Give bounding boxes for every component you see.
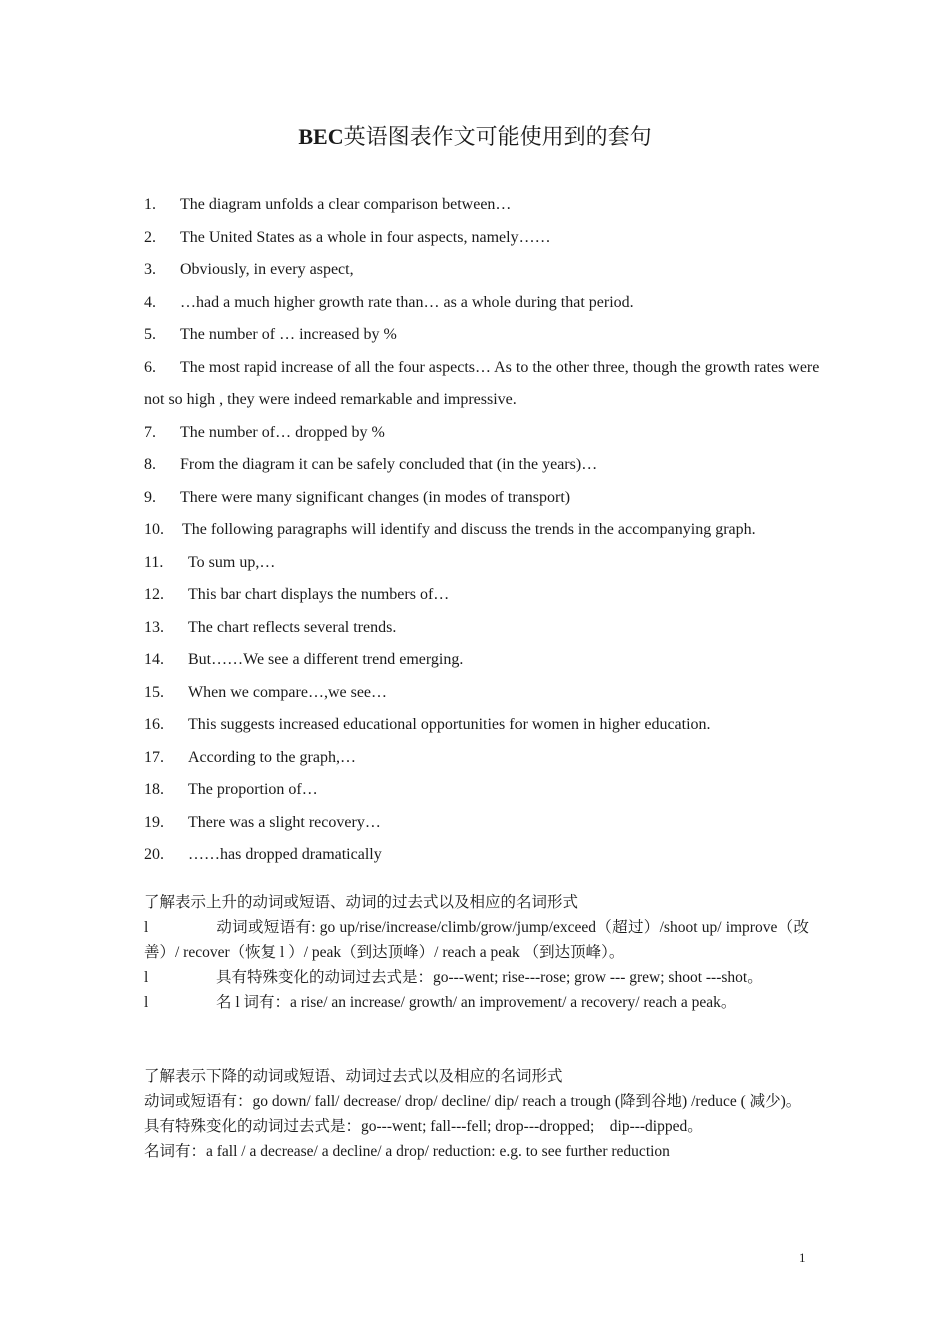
list-item: 4. …had a much higher growth rate than… as a whole during that period. (144, 293, 634, 311)
list-item: 17. According to the graph,… (144, 748, 356, 766)
list-item: 13. The chart reflects several trends. (144, 618, 397, 636)
list-item: 14. But……We see a different trend emerging. (144, 651, 464, 668)
list-item: 12. This bar chart displays the numbers of… (144, 586, 450, 603)
list-item: 11. To sum up,… (144, 553, 276, 571)
fall-nouns: 名词有：a fall / a decrease/ a decline/ a drop/ reduction: e.g. to see further reduction (144, 1143, 670, 1160)
fall-heading: 了解表示下降的动词或短语、动词过去式以及相应的名词形式 (144, 1068, 563, 1085)
list-item: 9. There were many significant changes (in modes of transport) (144, 488, 571, 506)
list-item: 15. When we compare…,we see… (144, 683, 388, 701)
title-rest: 英语图表作文可能使用到的套句 (343, 124, 652, 149)
rise-verbs: l 动词或短语有: go up/rise/increase/climb/grow/jump/exceed（超过）/shoot up/ improve（改善）/ recover（恢复 l ）/ peak（到达顶峰）/ reach a peak （到达顶峰）。 (144, 919, 809, 961)
list-item: 16. This suggests increased educational opportunities for women in higher education. (144, 716, 711, 733)
page-number: 1 (799, 1250, 806, 1265)
list-item: 10. The following paragraphs will identify and discuss the trends in the accompanying graph. (144, 521, 756, 538)
list-item: 18. The proportion of… (144, 781, 318, 798)
rise-nouns: l 名 l 词有：a rise/ an increase/ growth/ an improvement/ a recovery/ reach a peak。 (144, 994, 737, 1011)
list-item: 3. Obviously, in every aspect, (144, 261, 354, 278)
list-item: 19. There was a slight recovery… (144, 813, 381, 831)
list-item: 20. ……has dropped dramatically (144, 846, 382, 863)
list-item: 1. The diagram unfolds a clear comparison between… (144, 196, 512, 213)
rise-section (144, 890, 809, 1015)
list-item: 7. The number of… dropped by % (144, 423, 385, 441)
title-bold: BEC (298, 124, 344, 149)
list-item: 8. From the diagram it can be safely concluded that (in the years)… (144, 456, 598, 473)
phrase-list (144, 189, 824, 872)
rise-past-tense: l 具有特殊变化的动词过去式是：go---went; rise---rose; grow --- grew; shoot ---shot。 (144, 969, 763, 986)
rise-heading: 了解表示上升的动词或短语、动词的过去式以及相应的名词形式 (144, 894, 579, 911)
fall-past-tense: 具有特殊变化的动词过去式是：go---went; fall---fell; drop---dropped; dip---dipped。 (144, 1118, 703, 1135)
fall-section (144, 1064, 809, 1164)
list-item: 5. The number of … increased by % (144, 326, 397, 343)
list-item: 2. The United States as a whole in four aspects, namely…… (144, 228, 551, 246)
fall-verbs: 动词或短语有：go down/ fall/ decrease/ drop/ decline/ dip/ reach a trough (降到谷地) /reduce ( 减少)。 (144, 1093, 802, 1110)
list-item: 6. The most rapid increase of all the four aspects… As to the other three, though the growth rates were not so high , they were indeed remarkable and impressive. (144, 358, 820, 408)
page-title (0, 120, 950, 151)
